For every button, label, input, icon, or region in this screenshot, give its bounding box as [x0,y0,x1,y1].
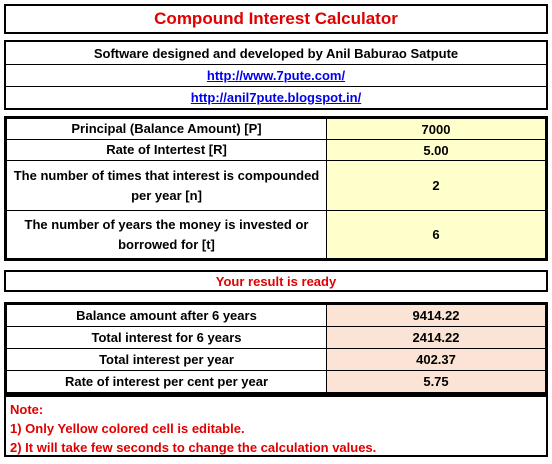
author-line: Software designed and developed by Anil Baburao Satpute [93,45,459,61]
inputs-section [4,116,548,261]
total-interest-label: Total interest for 6 years [7,327,327,349]
interest-per-year-value: 402.37 [327,349,546,371]
compounds-per-year-input[interactable]: 2 [327,161,546,211]
principal-label: Principal (Balance Amount) [P] [7,119,327,140]
notes-heading: Note: [10,402,44,417]
credits-section [4,40,548,110]
note-line-2: 2) It will take few seconds to change the calculation values. [10,440,377,455]
compounds-per-year-label: The number of times that interest is compounded per year [n] [7,161,327,211]
rate-label: Rate of Intertest [R] [7,140,327,161]
calculator-sheet [4,4,548,457]
website-link[interactable]: http://www.7pute.com/ [206,68,346,83]
years-label: The number of years the money is invested or borrowed for [t] [7,211,327,259]
blog-link[interactable]: http://anil7pute.blogspot.in/ [190,90,362,105]
results-section [4,302,548,395]
total-interest-value: 2414.22 [327,327,546,349]
interest-per-year-label: Total interest per year [7,349,327,371]
years-input[interactable]: 6 [327,211,546,259]
balance-value: 9414.22 [327,305,546,327]
rate-per-year-value: 5.75 [327,371,546,393]
notes-section [4,395,548,457]
page-title: Compound Interest Calculator [4,4,548,34]
principal-input[interactable]: 7000 [327,119,546,140]
status-message: Your result is ready [4,270,548,292]
rate-input[interactable]: 5.00 [327,140,546,161]
rate-per-year-label: Rate of interest per cent per year [7,371,327,393]
note-line-1: 1) Only Yellow colored cell is editable. [10,421,245,436]
balance-label: Balance amount after 6 years [7,305,327,327]
